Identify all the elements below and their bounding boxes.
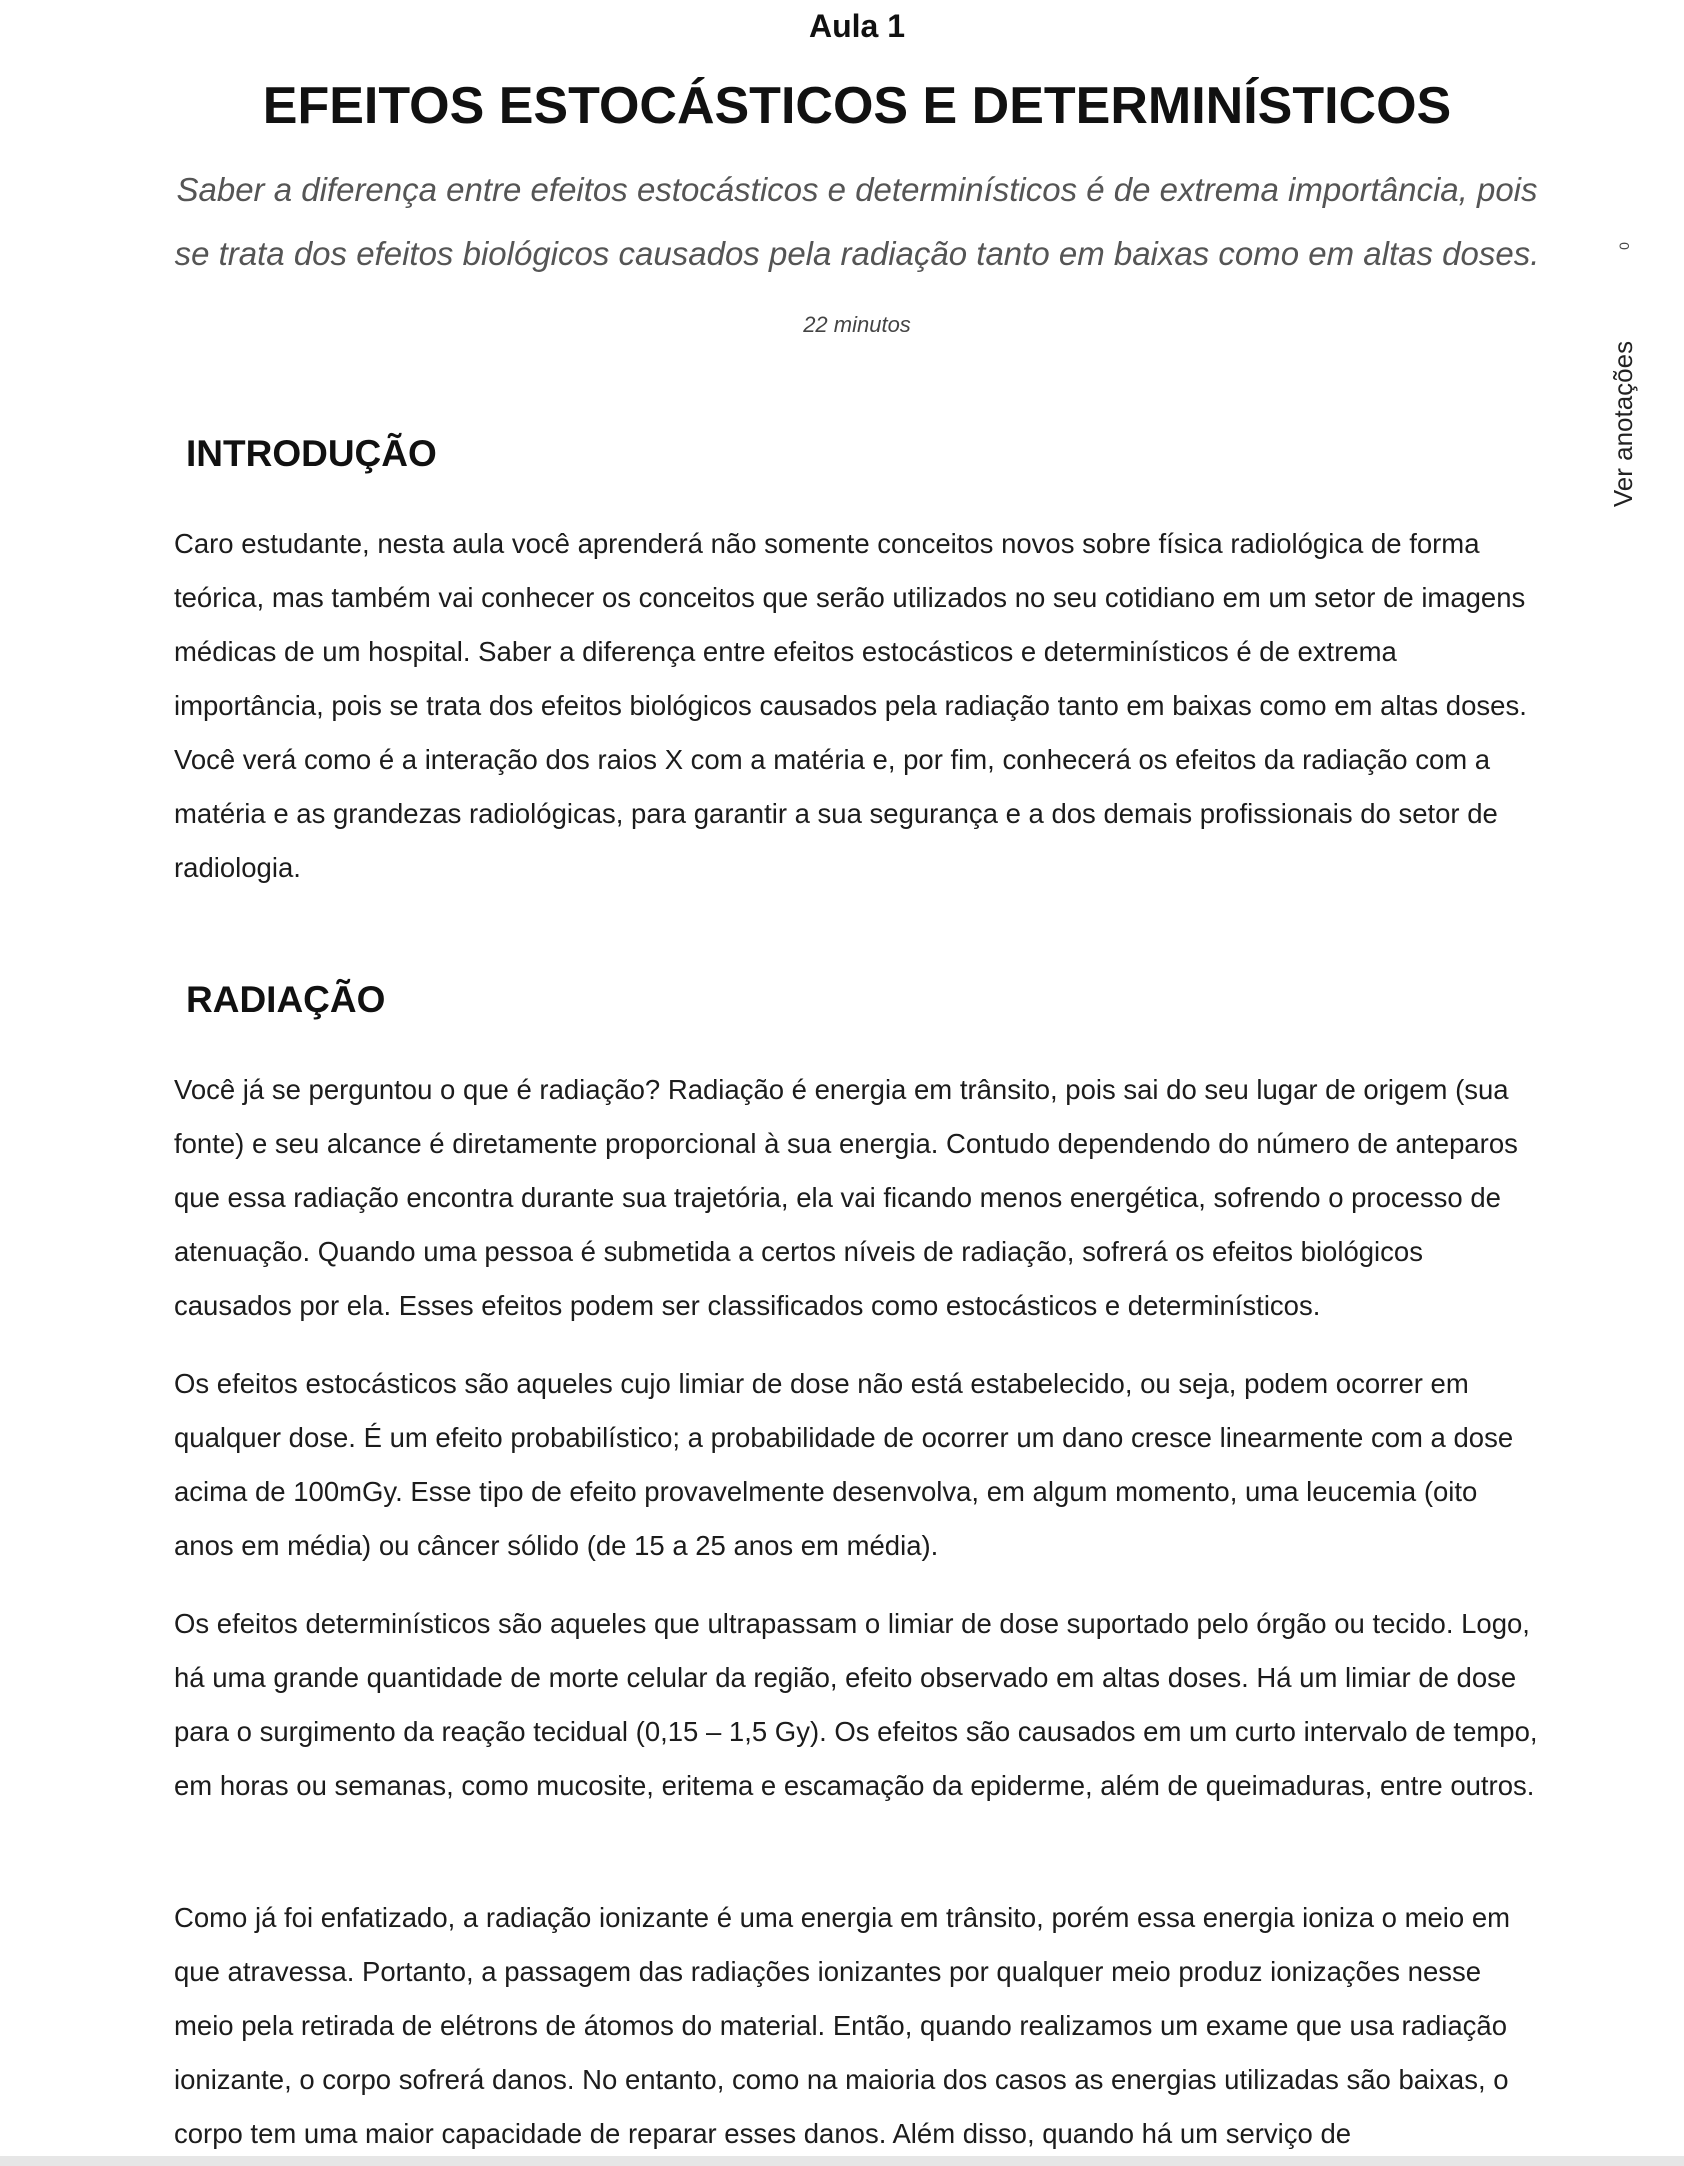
section-heading-radiacao: RADIAÇÃO (186, 979, 386, 1020)
lesson-label: Aula 1 (808, 8, 906, 44)
reading-duration: 22 minutos (803, 312, 911, 337)
page-title: EFEITOS ESTOCÁSTICOS E DETERMINÍSTICOS (262, 77, 1452, 135)
annotation-count: 0 (1616, 242, 1632, 250)
paragraph: Caro estudante, nesta aula você aprenderá não somente conceitos novos sobre física radiológica de forma teórica, mas também vai conhecer os conceitos que serão utilizados no seu cotidiano em um setor de imagens médicas de um hospital. Saber a diferença entre efeitos estocásticos e determinísticos é de extrema importância, pois se trata dos efeitos biológicos causados pela radiação tanto em baixas como em altas doses. Você verá como é a interação dos raios X com a matéria e, por fim, conhecerá os efeitos da radiação com a matéria e as grandezas radiológicas, para garantir a sua segurança e a dos demais profissionais do setor de radiologia. (174, 528, 1527, 883)
paragraph: Você já se perguntou o que é radiação? Radiação é energia em trânsito, pois sai do seu lugar de origem (sua fonte) e seu alcance é diretamente proporcional à sua energia. Contudo dependendo do número de anteparos que essa radiação encontra durante sua trajetória, ela vai ficando menos energética, sofrendo o processo de atenuação. Quando uma pessoa é submetida a certos níveis de radiação, sofrerá os efeitos biológicos causados por ela. Esses efeitos podem ser classificados como estocásticos e determinísticos. (174, 1074, 1518, 1321)
paragraph: Os efeitos determinísticos são aqueles que ultrapassam o limiar de dose suportado pelo órgão ou tecido. Logo, há uma grande quantidade de morte celular da região, efeito observado em altas doses. Há um limiar de dose para o surgimento da reação tecidual (0,15 – 1,5 Gy). Os efeitos são causados em um curto intervalo de tempo, em horas ou semanas, como mucosite, eritema e escamação da epiderme, além de queimaduras, entre outros. (174, 1608, 1538, 1801)
horizontal-scrollbar[interactable] (0, 2156, 1684, 2166)
view-annotations-button[interactable]: Ver anotações (1608, 340, 1638, 508)
paragraph: Os efeitos estocásticos são aqueles cujo limiar de dose não está estabelecido, ou seja, podem ocorrer em qualquer dose. É um efeito probabilístico; a probabilidade de ocorrer um dano cresce linearmente com a dose acima de 100mGy. Esse tipo de efeito provavelmente desenvolva, em algum momento, uma leucemia (oito anos em média) ou câncer sólido (de 15 a 25 anos em média). (174, 1368, 1514, 1561)
lesson-subtitle: Saber a diferença entre efeitos estocásticos e determinísticos é de extrema importância, pois se trata dos efeitos biológicos causados pela radiação tanto em baixas como em altas doses. (174, 171, 1540, 272)
section-heading-introducao: INTRODUÇÃO (186, 433, 437, 474)
paragraph: Como já foi enfatizado, a radiação ionizante é uma energia em trânsito, porém essa energia ioniza o meio em que atravessa. Portanto, a passagem das radiações ionizantes por qualquer meio produz ionizações nesse meio pela retirada de elétrons de átomos do material. Então, quando realizamos um exame que usa radiação ionizante, o corpo sofrerá danos. No entanto, como na maioria dos casos as energias utilizadas são baixas, o corpo tem uma maior capacidade de reparar esses danos. Além disso, quando há um serviço de (174, 1902, 1511, 2149)
